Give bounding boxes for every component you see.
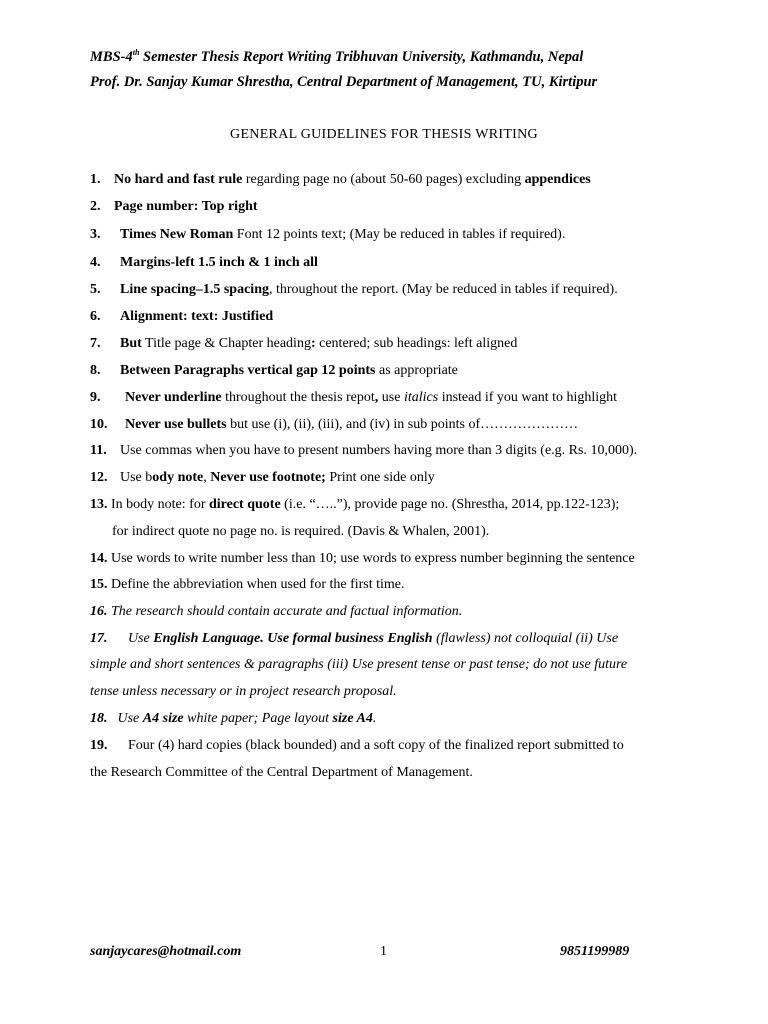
item-number: 9. bbox=[90, 390, 101, 405]
list-item-12 bbox=[90, 469, 680, 487]
list-item-3 bbox=[90, 226, 680, 244]
item-text: Define the abbreviation when used for the first time. bbox=[107, 577, 405, 592]
item-number: 6. bbox=[90, 309, 101, 324]
item-bold: Between Paragraphs vertical gap 12 points bbox=[120, 363, 376, 378]
header-superscript: th bbox=[132, 48, 140, 57]
item-bold: But bbox=[120, 336, 142, 351]
item-text: use bbox=[378, 390, 404, 405]
list-item-1 bbox=[90, 171, 680, 189]
list-item-8 bbox=[90, 362, 680, 380]
item-text: white paper; Page layout bbox=[183, 711, 333, 726]
item-number: 2. bbox=[90, 199, 101, 214]
item-text: Use b bbox=[120, 470, 153, 485]
item-text: Font 12 points text; (May be reduced in tables if required). bbox=[233, 227, 566, 242]
item-text: The research should contain accurate and factual information. bbox=[107, 604, 463, 619]
item-bold: Never use bullets bbox=[125, 417, 227, 432]
list-item-17 bbox=[90, 630, 680, 648]
list-item-13-line-2: for indirect quote no page no. is required. (Davis & Whalen, 2001). bbox=[112, 524, 490, 539]
page-title: GENERAL GUIDELINES FOR THESIS WRITING bbox=[230, 127, 538, 142]
item-bold: Never use footnote; bbox=[210, 470, 326, 485]
item-bold: Times New Roman bbox=[120, 227, 234, 242]
item-number: 15. bbox=[90, 577, 108, 592]
item-number: 11. bbox=[90, 443, 107, 458]
item-text: Use words to write number less than 10; use words to express number beginning the sentence bbox=[107, 551, 635, 566]
list-item-6 bbox=[90, 308, 680, 326]
item-number: 12. bbox=[90, 470, 108, 485]
list-item-13 bbox=[90, 496, 680, 514]
list-item-5 bbox=[90, 281, 680, 299]
header-course: MBS-4 bbox=[90, 48, 133, 65]
page-number: 1 bbox=[380, 944, 387, 959]
item-text: (flawless) not colloquial (ii) Use bbox=[432, 631, 619, 646]
list-item-10 bbox=[90, 416, 680, 434]
item-text: Use bbox=[128, 631, 154, 646]
item-bold: Line spacing–1.5 spacing bbox=[120, 282, 269, 297]
item-bold: Never underline bbox=[125, 390, 222, 405]
item-text: In body note: for bbox=[107, 497, 209, 512]
item-number: 18. bbox=[90, 711, 108, 726]
item-text: but use (i), (ii), (iii), and (iv) in sub points of………………… bbox=[226, 417, 579, 432]
list-item-4 bbox=[90, 254, 680, 272]
item-bold: direct quote bbox=[208, 497, 281, 512]
item-bold: Alignment: text: Justified bbox=[120, 309, 274, 324]
list-item-11 bbox=[90, 442, 680, 460]
item-number: 7. bbox=[90, 336, 101, 351]
item-number: 10. bbox=[90, 417, 108, 432]
item-number: 16. bbox=[90, 604, 108, 619]
item-number: 3. bbox=[90, 227, 101, 242]
item-bold: No hard and fast rule bbox=[114, 172, 243, 187]
list-item-17-line-3: tense unless necessary or in project research proposal. bbox=[90, 684, 397, 699]
item-bold: appendices bbox=[524, 172, 591, 187]
item-bold: English Language. Use formal business English bbox=[153, 631, 433, 646]
list-item-19-line-2: the Research Committee of the Central Department of Management. bbox=[90, 765, 473, 780]
item-number: 19. bbox=[90, 738, 108, 753]
item-bold: , bbox=[374, 390, 379, 405]
item-number: 13. bbox=[90, 497, 108, 512]
list-item-17-line-2: simple and short sentences & paragraphs (iii) Use present tense or past tense; do not use future bbox=[90, 657, 628, 672]
item-text: regarding page no (about 50-60 pages) excluding bbox=[242, 172, 525, 187]
list-item-16 bbox=[90, 603, 680, 621]
item-bold: A4 size bbox=[142, 711, 184, 726]
item-text: throughout the thesis repot bbox=[221, 390, 375, 405]
item-text: instead if you want to highlight bbox=[438, 390, 618, 405]
item-number: 4. bbox=[90, 255, 101, 270]
header-line-2: Prof. Dr. Sanjay Kumar Shrestha, Central Department of Management, TU, Kirtipur bbox=[90, 74, 598, 90]
item-number: 14. bbox=[90, 551, 108, 566]
item-bold: ody note bbox=[152, 470, 204, 485]
list-item-14 bbox=[90, 550, 680, 568]
header-line-1 bbox=[90, 48, 583, 66]
item-text: Four (4) hard copies (black bounded) and a soft copy of the finalized report submitted to bbox=[128, 738, 624, 753]
item-bold: Margins-left 1.5 inch & 1 inch all bbox=[120, 255, 318, 270]
item-bold: Page number: Top right bbox=[114, 199, 258, 214]
item-text: Print one side only bbox=[325, 470, 435, 485]
item-text: (i.e. “…..”), provide page no. (Shrestha, 2014, pp.122-123); bbox=[280, 497, 620, 512]
item-text: . bbox=[372, 711, 377, 726]
item-italic: italics bbox=[403, 390, 439, 405]
item-text: Use commas when you have to present numbers having more than 3 digits (e.g. Rs. 10,000). bbox=[120, 443, 638, 458]
item-number: 8. bbox=[90, 363, 101, 378]
header-institution: Semester Thesis Report Writing Tribhuvan University, Kathmandu, Nepal bbox=[139, 48, 584, 65]
list-item-9 bbox=[90, 389, 680, 407]
list-item-7 bbox=[90, 335, 680, 353]
footer-phone: 9851199989 bbox=[560, 944, 630, 959]
item-number: 5. bbox=[90, 282, 101, 297]
item-text: Title page & Chapter heading bbox=[141, 336, 311, 351]
item-text: centered; sub headings: left aligned bbox=[315, 336, 518, 351]
item-number: 17. bbox=[90, 631, 108, 646]
item-text: Use bbox=[114, 711, 143, 726]
item-number: 1. bbox=[90, 172, 101, 187]
footer-email: sanjaycares@hotmail.com bbox=[90, 944, 242, 959]
item-text: as appropriate bbox=[375, 363, 458, 378]
list-item-19 bbox=[90, 737, 680, 755]
list-item-18 bbox=[90, 710, 680, 728]
list-item-15 bbox=[90, 576, 680, 594]
item-bold: : bbox=[310, 336, 316, 351]
item-bold: size A4 bbox=[332, 711, 373, 726]
list-item-2 bbox=[90, 198, 680, 216]
item-text: , throughout the report. (May be reduced in tables if required). bbox=[268, 282, 618, 297]
item-text: , bbox=[203, 470, 211, 485]
